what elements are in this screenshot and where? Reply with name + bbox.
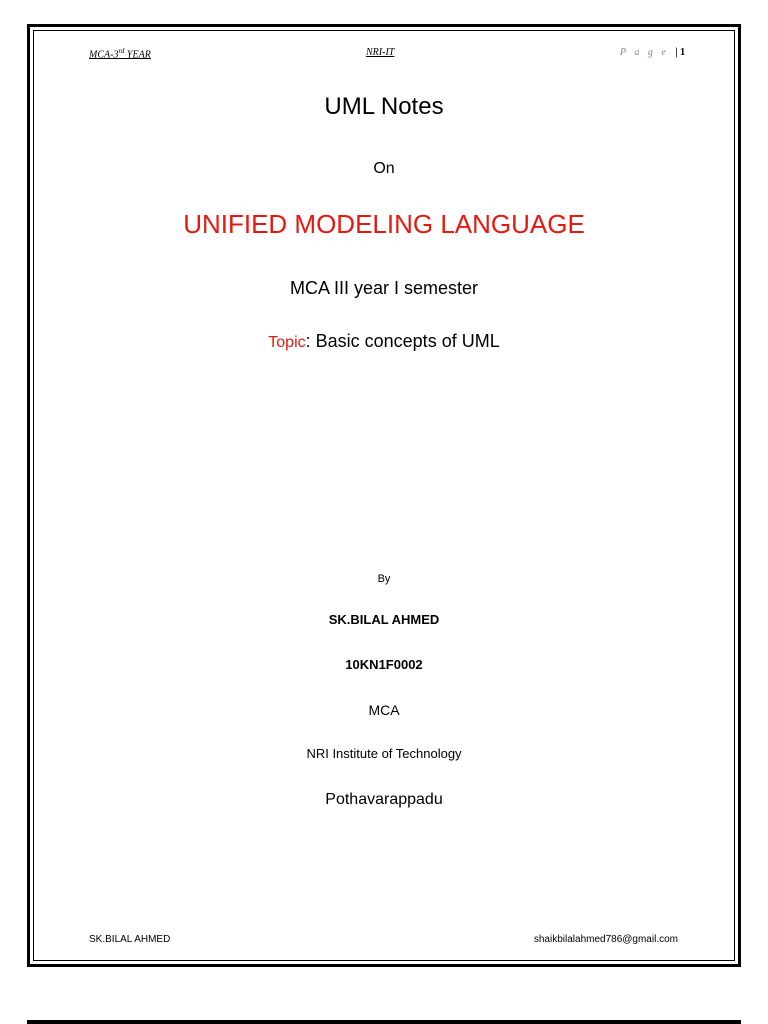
header-course: MCA-3 (89, 49, 119, 61)
header-page-word: P a g e (620, 47, 669, 58)
topic-line (0, 331, 768, 352)
footer-email[interactable]: shaikbilalahmed786@gmail.com (533, 934, 678, 945)
header-page-num: 1 (680, 47, 686, 58)
semester-line: MCA III year I semester (289, 278, 479, 298)
header-college: NRI-IT (366, 47, 395, 58)
next-page-border-edge (27, 1020, 741, 1024)
footer-author: SK.BILAL AHMED (89, 934, 171, 945)
header-ordinal-suffix: rd (118, 47, 125, 55)
main-subject-title: UNIFIED MODELING LANGUAGE (183, 209, 585, 239)
on-label: On (373, 160, 395, 177)
topic-text: : Basic concepts of UML (305, 331, 500, 351)
header-page-number (620, 47, 685, 58)
place-name: Pothavarappadu (325, 791, 443, 808)
document-title: UML Notes (324, 93, 444, 120)
header-year: YEAR (124, 49, 151, 61)
topic-label: Topic (268, 334, 306, 351)
page-header (0, 47, 768, 63)
header-separator: | (675, 47, 678, 58)
institute-name: NRI Institute of Technology (306, 746, 462, 761)
author-name: SK.BILAL AHMED (328, 612, 440, 627)
registration-number: 10KN1F0002 (345, 657, 423, 672)
by-label: By (377, 573, 391, 585)
header-course-year (89, 47, 151, 60)
course-name: MCA (368, 702, 400, 718)
